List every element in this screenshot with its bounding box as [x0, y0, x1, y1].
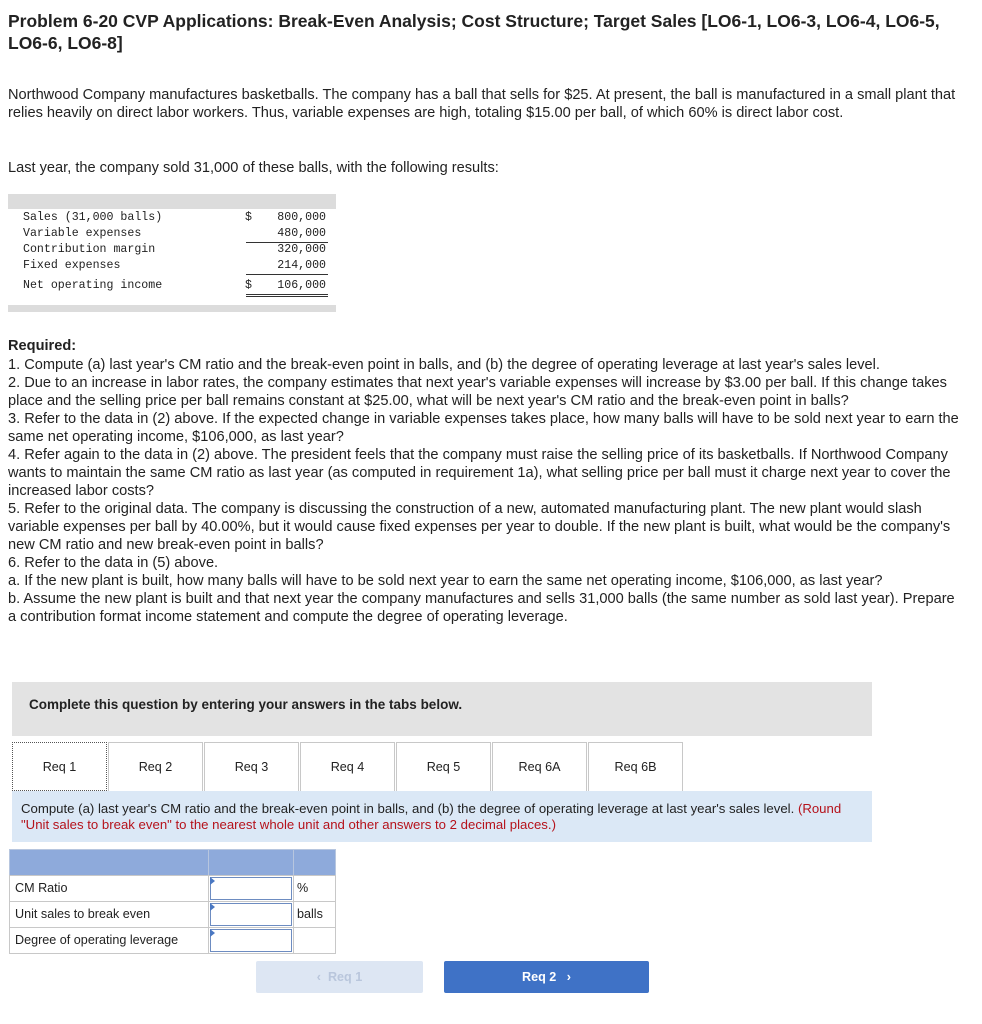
- tab-req-1[interactable]: Req 1: [12, 742, 107, 791]
- answer-input-cell: [208, 875, 294, 902]
- problem-intro: Northwood Company manufactures basketballs. The company has a ball that sells for $25. At present, the ball is manufactured in a small plant that relies heavily on direct labor workers. Thus, variable expenses are high, totaling $15.00 per ball, of which 60% is direct labor cost.: [8, 87, 956, 121]
- answer-unit-cell: [293, 875, 336, 902]
- next-button[interactable]: [444, 961, 649, 993]
- tab-req-4[interactable]: Req 4: [300, 742, 395, 791]
- required-item: a. If the new plant is built, how many balls will have to be sold next year to earn the same net operating income, $106,000, as last year?: [8, 573, 883, 589]
- answer-unit-cell: [293, 927, 336, 954]
- income-statement: [8, 194, 336, 312]
- answer-unit: [294, 933, 297, 947]
- tab-req-6a[interactable]: Req 6A: [492, 742, 587, 791]
- statement-amount: 800,000: [277, 211, 326, 224]
- statement-amount: 106,000: [277, 279, 326, 292]
- statement-row: [8, 258, 336, 274]
- statement-row: [8, 226, 336, 242]
- answer-table-header: [9, 849, 209, 876]
- tab-req-5[interactable]: Req 5: [396, 742, 491, 791]
- question-instruction-box: [12, 682, 872, 736]
- statement-footer-bar: [8, 305, 336, 312]
- statement-label: Contribution margin: [23, 243, 156, 256]
- answer-table-header: [293, 849, 336, 876]
- answer-unit-cell: [293, 901, 336, 928]
- rounding-note: (Round "Unit sales to break even" to the nearest whole unit and other answers to 2 decimal places.): [21, 801, 842, 832]
- answer-table-header: [208, 849, 294, 876]
- statement-currency: $: [245, 211, 252, 224]
- tab-req-6b[interactable]: Req 6B: [588, 742, 683, 791]
- problem-title: Problem 6-20 CVP Applications: Break-Even Analysis; Cost Structure; Target Sales [LO6-1, LO6-3, LO6-4, LO6-5, LO6-6, LO6-8]: [8, 11, 940, 53]
- tab-req-2[interactable]: Req 2: [108, 742, 203, 791]
- statement-label: Variable expenses: [23, 227, 142, 240]
- answer-label: Unit sales to break even: [15, 907, 151, 921]
- tab-instruction: [21, 801, 861, 833]
- answer-row-label: [9, 875, 209, 902]
- cm-ratio-input[interactable]: [210, 877, 292, 900]
- required-item: b. Assume the new plant is built and that next year the company manufactures and sells 31,000 balls (the same number as sold last year). Prepare a contribution format income statement and compute the degree of operating leverage.: [8, 591, 955, 625]
- input-marker-icon: [210, 929, 215, 937]
- question-instruction: Complete this question by entering your answers in the tabs below.: [29, 697, 463, 712]
- operating-leverage-input[interactable]: [210, 929, 292, 952]
- answer-unit: %: [297, 881, 309, 895]
- statement-currency: $: [245, 279, 252, 292]
- answer-label: Degree of operating leverage: [15, 933, 179, 947]
- required-list: [8, 356, 963, 626]
- required-heading: Required:: [8, 338, 77, 354]
- answer-unit: balls: [297, 907, 323, 921]
- break-even-units-input[interactable]: [210, 903, 292, 926]
- statement-amount: 320,000: [277, 243, 326, 256]
- required-item: 2. Due to an increase in labor rates, the company estimates that next year's variable expenses will increase by $3.00 per ball. If this change takes place and the selling price per ball remains constant at $25.00, what will be next year's CM ratio and the break-even point in balls?: [8, 375, 947, 409]
- statement-label: Fixed expenses: [23, 259, 121, 272]
- statement-row: [8, 242, 336, 258]
- statement-label: Sales (31,000 balls): [23, 211, 163, 224]
- input-marker-icon: [210, 877, 215, 885]
- next-button-label: Req 2: [522, 970, 557, 984]
- required-item: 1. Compute (a) last year's CM ratio and the break-even point in balls, and (b) the degree of operating leverage at last year's sales level.: [8, 357, 880, 373]
- statement-amount: 214,000: [277, 259, 326, 272]
- previous-button[interactable]: [256, 961, 423, 993]
- problem-lead: Last year, the company sold 31,000 of these balls, with the following results:: [8, 160, 499, 176]
- answer-input-cell: [208, 901, 294, 928]
- tab-instruction-text: Compute (a) last year's CM ratio and the break-even point in balls, and (b) the degree of operating leverage at last year's sales level.: [21, 801, 795, 816]
- required-item: 6. Refer to the data in (5) above.: [8, 555, 219, 571]
- tab-instruction-box: [12, 791, 872, 842]
- answer-label: CM Ratio: [15, 881, 68, 895]
- statement-amount: 480,000: [277, 227, 326, 240]
- statement-header-bar: [8, 194, 336, 209]
- tab-req-3[interactable]: Req 3: [204, 742, 299, 791]
- input-marker-icon: [210, 903, 215, 911]
- required-item: 5. Refer to the original data. The company is discussing the construction of a new, automated manufacturing plant. The new plant would slash variable expenses per ball by 40.00%, but it would cause fixed expenses per year to double. If the new plant is built, what would be the company's new CM ratio and new break-even point in balls?: [8, 501, 951, 553]
- required-item: 4. Refer again to the data in (2) above. The president feels that the company must raise the selling price of its basketballs. If Northwood Company wants to maintain the same CM ratio as last year (as computed in requirement 1a), what selling price per ball must it charge next year to cover the increased labor costs?: [8, 447, 951, 499]
- chevron-right-icon: ›: [566, 970, 571, 984]
- statement-double-underline: [246, 296, 328, 297]
- answer-input-cell: [208, 927, 294, 954]
- statement-row: [8, 278, 336, 294]
- statement-underline: [246, 274, 328, 275]
- chevron-left-icon: ‹: [316, 970, 321, 984]
- required-item: 3. Refer to the data in (2) above. If the expected change in variable expenses takes place, how many balls will have to be sold next year to earn the same net operating income, $106,000, as last year?: [8, 411, 959, 445]
- statement-row: [8, 210, 336, 226]
- answer-row-label: [9, 901, 209, 928]
- previous-button-label: Req 1: [327, 970, 363, 984]
- statement-double-underline: [246, 294, 328, 295]
- statement-label: Net operating income: [23, 279, 163, 292]
- answer-row-label: [9, 927, 209, 954]
